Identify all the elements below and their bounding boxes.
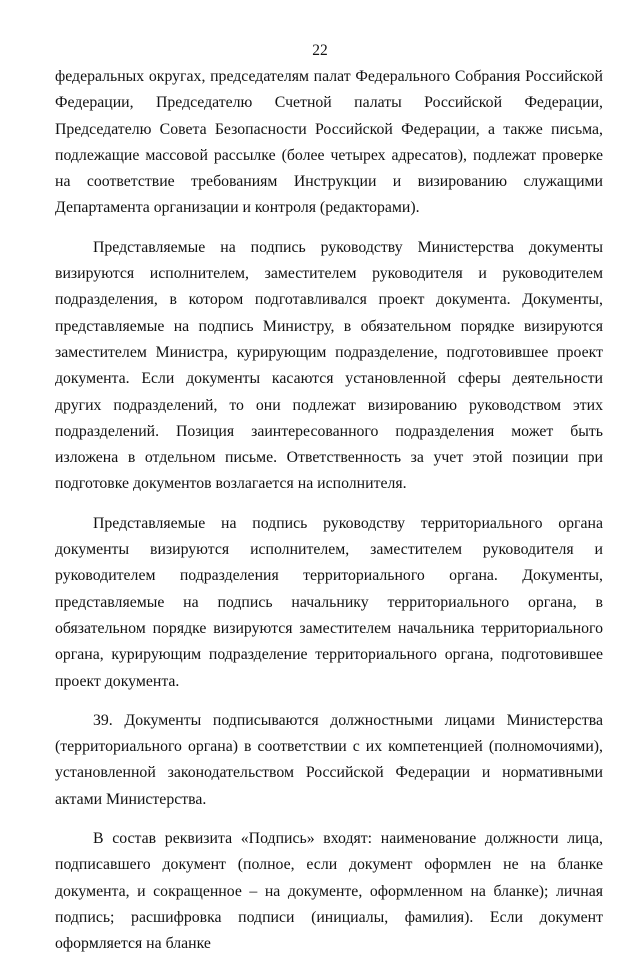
paragraph-item-39: 39. Документы подписываются должностными лицами Министерства (территориального органа) в соответствии с их компетенцией (полномочиями), установленной законодательством Российской Федерации и нормативными актами Министерства.	[55, 711, 603, 808]
document-body	[55, 64, 603, 971]
paragraph-signature-requisite: В состав реквизита «Подпись» входят: наименование должности лица, подписавшего документ (полное, если документ оформлен не на бланке документа, и сокращенное – на документе, оформленном на бланке); личная подпись; расшифровка подписи (инициалы, фамилия). Если документ оформляется на бланке	[55, 830, 603, 953]
page-number: 22	[312, 42, 328, 59]
paragraph-territorial-visas: Представляемые на подпись руководству территориального органа документы визируются исполнителем, заместителем руководителя и руководителем подразделения территориального органа. Документы, представляемые на подпись начальнику территориального органа, в обязательном порядке визируются заместителем начальника территориального органа, курирующим подразделение территориального органа, подготовившее проект документа.	[55, 514, 603, 690]
paragraph-continuation: федеральных округах, председателям палат Федерального Собрания Российской Федерации, Председателю Счетной палаты Российской Федерации, Председателю Совета Безопасности Российской Федерации, а также письма, подлежащие массовой рассылке (более четырех адресатов), подлежат проверке на соответствие требованиям Инструкции и визированию служащими Департамента организации и контроля (редакторами).	[55, 68, 603, 217]
paragraph-ministry-visas: Представляемые на подпись руководству Министерства документы визируются исполнителем, заместителем руководителя и руководителем подразделения, в котором подготавливался проект документа. Документы, представляемые на подпись Министру, в обязательном порядке визируются заместителем Министра, курирующим подразделение, подготовившее проект документа. Если документы касаются установленной сферы деятельности других подразделений, то они подлежат визированию руководством этих подразделений. Позиция заинтересованного подразделения может быть изложена в отдельном письме. Ответственность за учет этой позиции при подготовке документов возлагается на исполнителя.	[55, 238, 603, 493]
